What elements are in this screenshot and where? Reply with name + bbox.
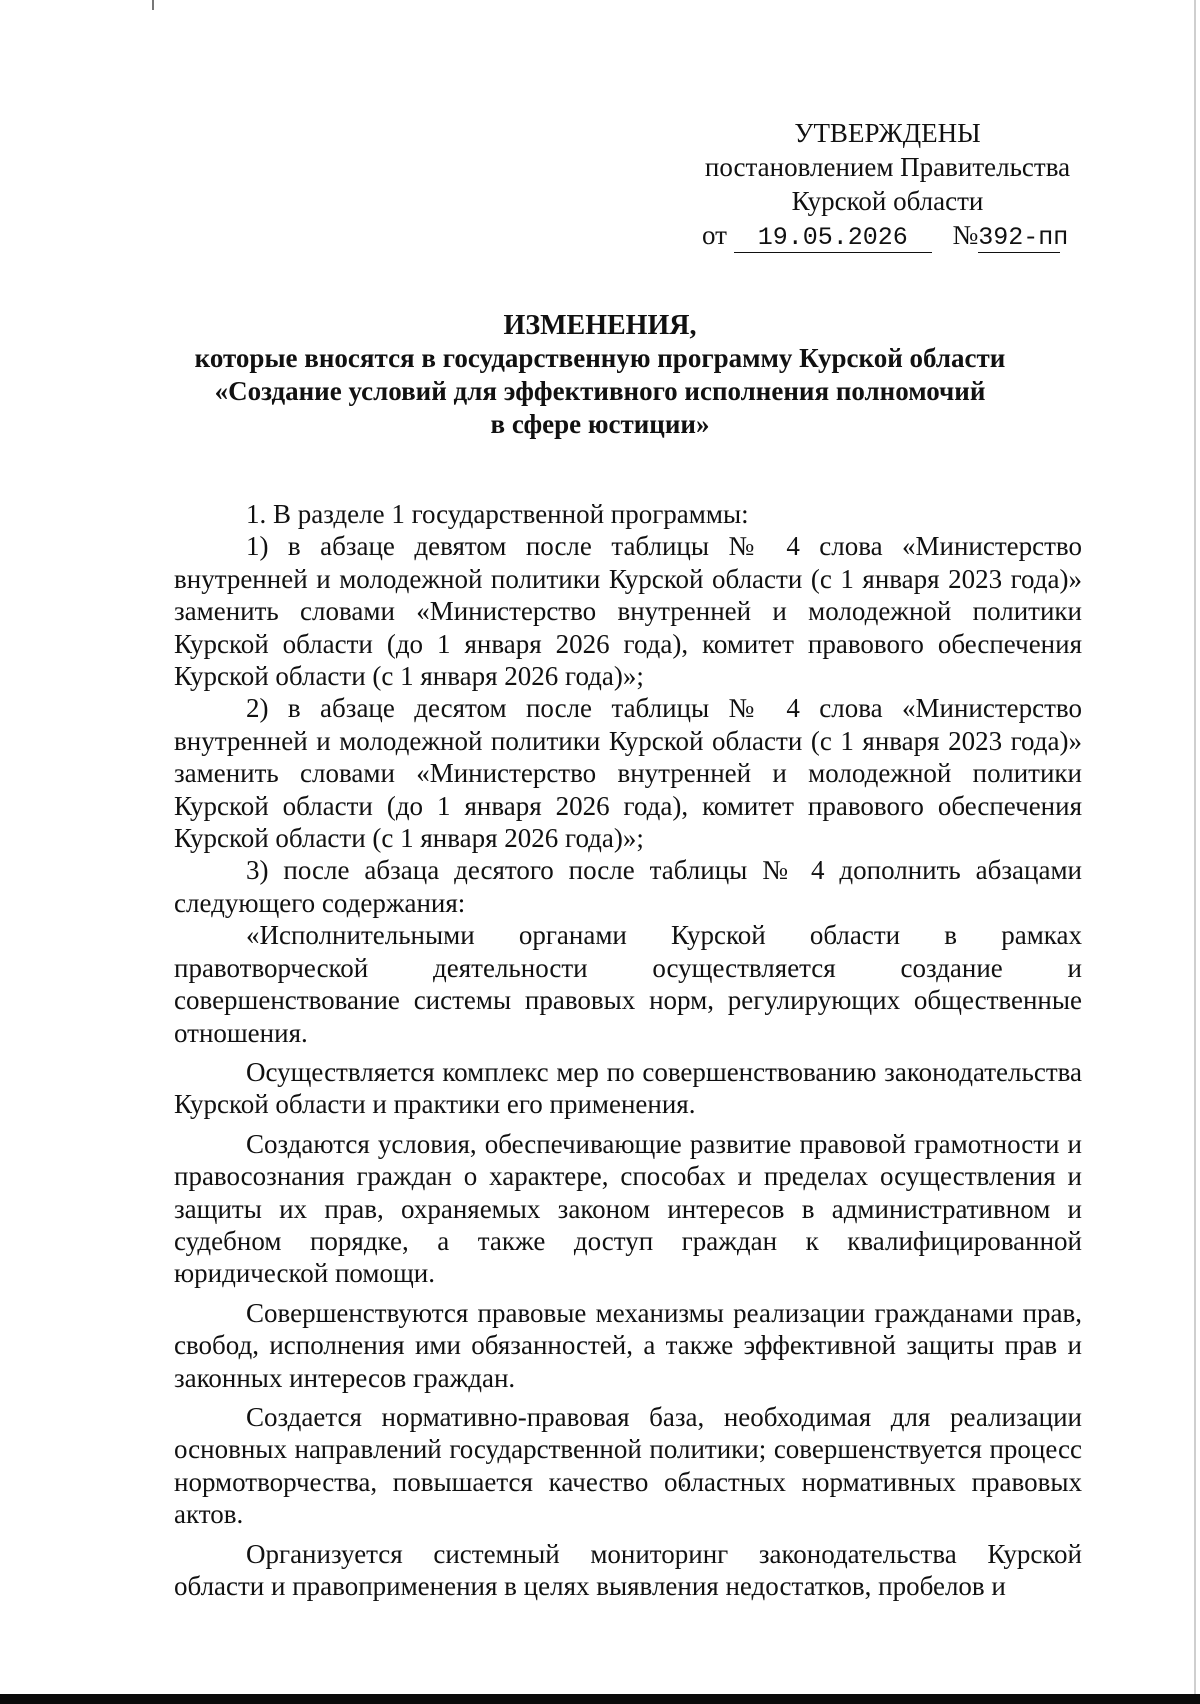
approval-title: УТВЕРЖДЕНЫ: [794, 118, 981, 148]
paragraph: 3) после абзаца десятого после таблицы № 4 дополнить абзацами следующего содержания:: [174, 855, 1082, 918]
scan-bottom-edge: [0, 1694, 1200, 1704]
heading-line-1: которые вносятся в государственную программу Курской области: [194, 343, 1006, 373]
paragraph: «Исполнительными органами Курской области в рамках правотворческой деятельности осуществляется создание и совершенствование системы правовых норм, регулирующих общественные отношения.: [174, 920, 1082, 1048]
resolution-number: 392-пп: [978, 223, 1069, 252]
paragraph: Создаются условия, обеспечивающие развитие правовой грамотности и правосознания граждан о характере, способах и пределах осуществления и защиты их прав, охраняемых законом интересов в административном и судебном порядке, а также доступ граждан к квалифицированной юридической помощи.: [174, 1128, 1082, 1289]
resolution-date: 19.05.2026: [734, 224, 932, 253]
heading-line-3: в сфере юстиции»: [490, 409, 710, 439]
approval-line-1: постановлением Правительства: [704, 152, 1071, 182]
paragraph: Совершенствуются правовые механизмы реализации гражданами прав, свобод, исполнения ими обязанностей, а также эффективной защиты прав и законных интересов граждан.: [174, 1297, 1082, 1393]
paragraph: Создается нормативно-правовая база, необходимая для реализации основных направлений государственной политики; совершенствуется процесс нормотворчества, повышается качество областных нормативных правовых актов.: [174, 1401, 1082, 1530]
paragraph: Осуществляется комплекс мер по совершенствованию законодательства Курской области и практики его применения.: [174, 1056, 1082, 1120]
paragraph: 1. В разделе 1 государственной программы:: [246, 499, 749, 529]
scan-right-edge: [1194, 0, 1196, 1704]
approval-line-2: Курской области: [791, 186, 984, 216]
from-label: от: [702, 220, 727, 250]
document-body: [174, 498, 1082, 1602]
heading-title: ИЗМЕНЕНИЯ,: [503, 310, 697, 341]
scan-edge-mark: [152, 0, 154, 10]
paragraph: Организуется системный мониторинг законодательства Курской области и правоприменения в целях выявления недостатков, пробелов и: [174, 1538, 1082, 1601]
approval-block: [690, 116, 1085, 253]
paragraph: 2) в абзаце десятом после таблицы № 4 слова «Министерство внутренней и молодежной политики Курской области (с 1 января 2023 года)» заменить словами «Министерство внутренней и молодежной политики Курской области (до 1 января 2026 года), комитет правового обеспечения Курской области (с 1 января 2026 года)»;: [174, 693, 1082, 854]
heading-line-2: «Создание условий для эффективного исполнения полномочий: [214, 376, 986, 406]
paragraph: 1) в абзаце девятом после таблицы № 4 слова «Министерство внутренней и молодежной политики Курской области (с 1 января 2023 года)» заменить словами «Министерство внутренней и молодежной политики Курской области (до 1 января 2026 года), комитет правового обеспечения Курской области (с 1 января 2026 года)»;: [174, 531, 1082, 692]
approval-date-line: [690, 218, 1085, 253]
document-heading: [150, 309, 1050, 441]
number-label: №: [952, 220, 979, 250]
